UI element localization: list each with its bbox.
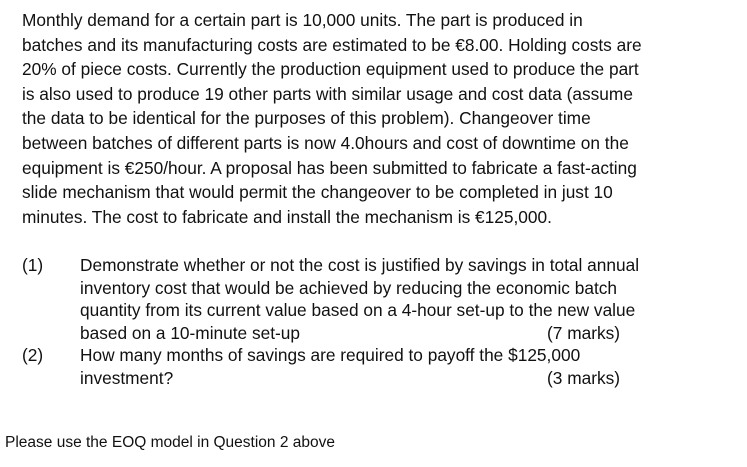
problem-line: equipment is €250/hour. A proposal has been submitted to fabricate a fast-acting (22, 157, 637, 178)
question-line: How many months of savings are required to payoff the $125,000 (80, 345, 581, 365)
problem-line: between batches of different parts is now 4.0hours and cost of downtime on the (22, 132, 629, 153)
question-number: (1) (22, 255, 44, 275)
problem-line: is also used to produce 19 other parts with similar usage and cost data (assume (22, 83, 633, 104)
question-line: inventory cost that would be achieved by reducing the economic batch (80, 277, 618, 298)
problem-line: Monthly demand for a certain part is 10,000 units. The part is produced in (22, 10, 583, 30)
marks-label: (3 marks) (547, 367, 620, 388)
problem-line: 20% of piece costs. Currently the production equipment used to produce the part (22, 59, 639, 80)
problem-statement (22, 8, 722, 229)
marks-label: (7 marks) (547, 322, 620, 343)
question-line: investment? (80, 367, 174, 388)
question-line: Demonstrate whether or not the cost is justified by savings in total annual (80, 255, 640, 275)
question-1 (22, 254, 722, 344)
question-line: based on a 10-minute set-up (80, 322, 300, 343)
problem-line: the data to be identical for the purposes of this problem). Changeover time (22, 108, 591, 129)
question-number: (2) (22, 345, 44, 365)
question-2 (22, 344, 722, 389)
problem-line: minutes. The cost to fabricate and install the mechanism is €125,000. (22, 206, 552, 227)
problem-line: slide mechanism that would permit the changeover to be completed in just 10 (22, 182, 613, 203)
footer-note: Please use the EOQ model in Question 2 above (5, 434, 336, 451)
question-last-row (80, 322, 620, 345)
question-list (22, 254, 722, 389)
question-line: quantity from its current value based on a 4-hour set-up to the new value (80, 300, 636, 320)
question-last-row (80, 367, 620, 390)
problem-line: batches and its manufacturing costs are estimated to be €8.00. Holding costs are (22, 34, 642, 55)
